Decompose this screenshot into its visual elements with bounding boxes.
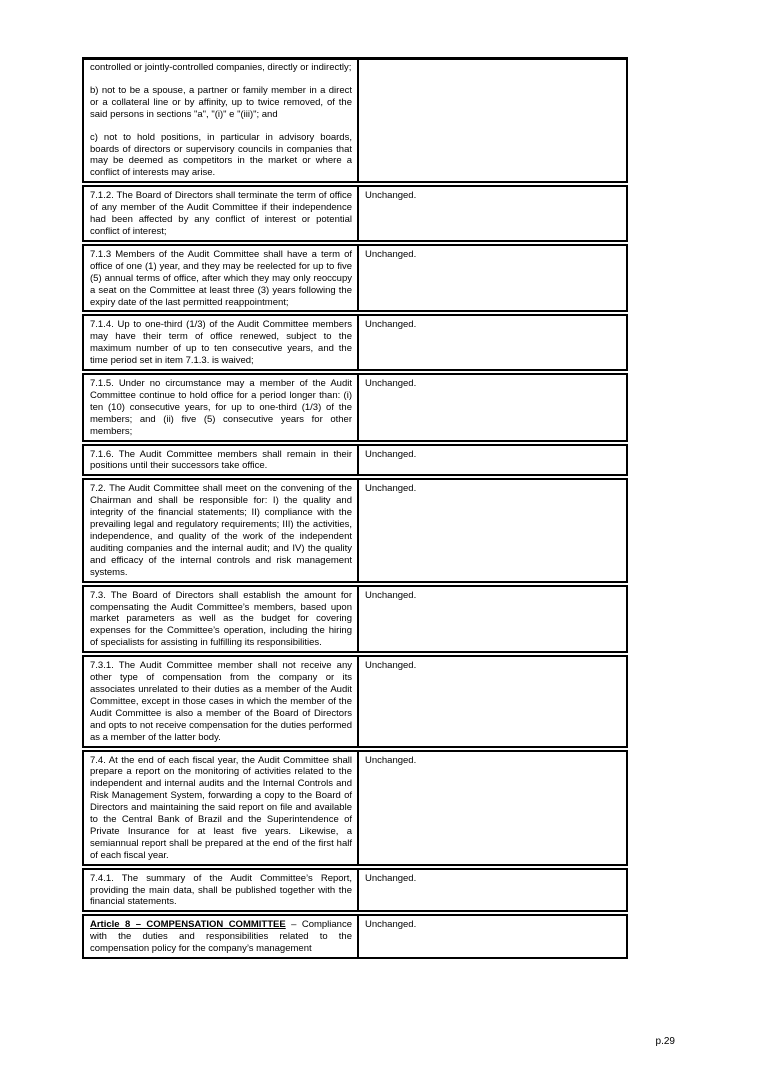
proposed-text-cell: Unchanged. — [359, 244, 628, 313]
original-text-cell: 7.1.6. The Audit Committee members shall remain in their positions until their successors take office. — [82, 444, 359, 477]
proposed-text-cell: Unchanged. — [359, 478, 628, 582]
comparison-table — [82, 55, 628, 961]
original-text-cell — [82, 914, 359, 959]
proposed-text-cell: Unchanged. — [359, 750, 628, 866]
proposed-text-cell: Unchanged. — [359, 868, 628, 913]
table-row — [82, 444, 628, 477]
proposed-text-cell: Unchanged. — [359, 655, 628, 747]
clause-text: b) not to be a spouse, a partner or family member in a direct or a collateral line or by affinity, up to twice removed, of the said persons in sections "a", "(i)" e "(iii)"; and — [90, 84, 352, 120]
table-row — [82, 185, 628, 242]
table-row — [82, 478, 628, 582]
table-row — [82, 244, 628, 313]
table-row — [82, 314, 628, 371]
clause-text: controlled or jointly-controlled companies, directly or indirectly; — [90, 62, 352, 73]
original-text-cell: 7.4. At the end of each fiscal year, the Audit Committee shall prepare a report on the monitoring of activities related to the independent and internal audits and the Internal Controls and Risk Management System, forwarding a copy to the Board of Directors and maintaining the said report on file and available to the Central Bank of Brazil and the Superintendence of Private Insurance for at least five years. Likewise, a semiannual report shall be prepared at the end of the first half of each fiscal year. — [82, 750, 359, 866]
table-row — [82, 868, 628, 913]
original-text-cell: 7.2. The Audit Committee shall meet on the convening of the Chairman and shall be responsible for: I) the quality and integrity of the financial statements; II) compliance with the prevailing legal and regulatory requirements; III) the activities, independence, and quality of the work of the independent auditing companies and the internal audit; and IV) the quality and efficacy of the internal controls and risk management systems. — [82, 478, 359, 582]
proposed-text-cell: Unchanged. — [359, 914, 628, 959]
proposed-text-cell: Unchanged. — [359, 185, 628, 242]
clause-text: – Compliance with the duties and responsibilities related to the compensation policy for the company’s management — [90, 919, 352, 955]
table-row — [82, 655, 628, 747]
proposed-text-cell: Unchanged. — [359, 444, 628, 477]
table-row — [82, 373, 628, 442]
original-text-cell: 7.3. The Board of Directors shall establish the amount for compensating the Audit Committee’s members, based upon market parameters as well as the budget for covering expenses for the Committee’s operation, including the hiring of specialists for assisting in fulfilling its responsibilities. — [82, 585, 359, 654]
original-text-cell: 7.1.3 Members of the Audit Committee shall have a term of office of one (1) year, and they may be reelected for up to five (5) annual terms of office, after which they may only reoccupy a seat on the Committee at least three (3) years following the expiry date of the last permitted reappointment; — [82, 244, 359, 313]
page-number: p.29 — [655, 1036, 675, 1047]
proposed-text-cell: Unchanged. — [359, 314, 628, 371]
original-text-cell: 7.1.5. Under no circumstance may a member of the Audit Committee continue to hold office for a period longer than: (i) ten (10) consecutive years, for up to one-third (1/3) of the members; and (ii) five (5) consecutive years for other members; — [82, 373, 359, 442]
original-text-cell — [82, 57, 359, 183]
proposed-text-cell: Unchanged. — [359, 585, 628, 654]
original-text-cell: 7.4.1. The summary of the Audit Committee’s Report, providing the main data, shall be published together with the financial statements. — [82, 868, 359, 913]
proposed-text-cell — [359, 57, 628, 183]
table-row — [82, 750, 628, 866]
original-text-cell: 7.3.1. The Audit Committee member shall not receive any other type of compensation from the company or its associates unrelated to their duties as a member of the Audit Committee, except in those cases in which the member of the Audit Committee is also a member of the Board of Directors and opts to not receive compensation for the duties performed as a member of the latter body. — [82, 655, 359, 747]
table-row — [82, 57, 628, 183]
table-row — [82, 585, 628, 654]
original-text-cell: 7.1.4. Up to one-third (1/3) of the Audit Committee members may have their term of office renewed, subject to the maximum number of up to ten consecutive years, and the time period set in item 7.1.3. is waived; — [82, 314, 359, 371]
clause-text: c) not to hold positions, in particular in advisory boards, boards of directors or supervisory councils in companies that may be deemed as competitors in the market or where a conflict of interests may arise. — [90, 131, 352, 179]
proposed-text-cell: Unchanged. — [359, 373, 628, 442]
original-text-cell: 7.1.2. The Board of Directors shall terminate the term of office of any member of the Audit Committee if their independence had been affected by any conflict of interest or potential conflict of interest; — [82, 185, 359, 242]
article-heading: Article 8 – COMPENSATION COMMITTEE — [90, 919, 286, 931]
table-row — [82, 914, 628, 959]
